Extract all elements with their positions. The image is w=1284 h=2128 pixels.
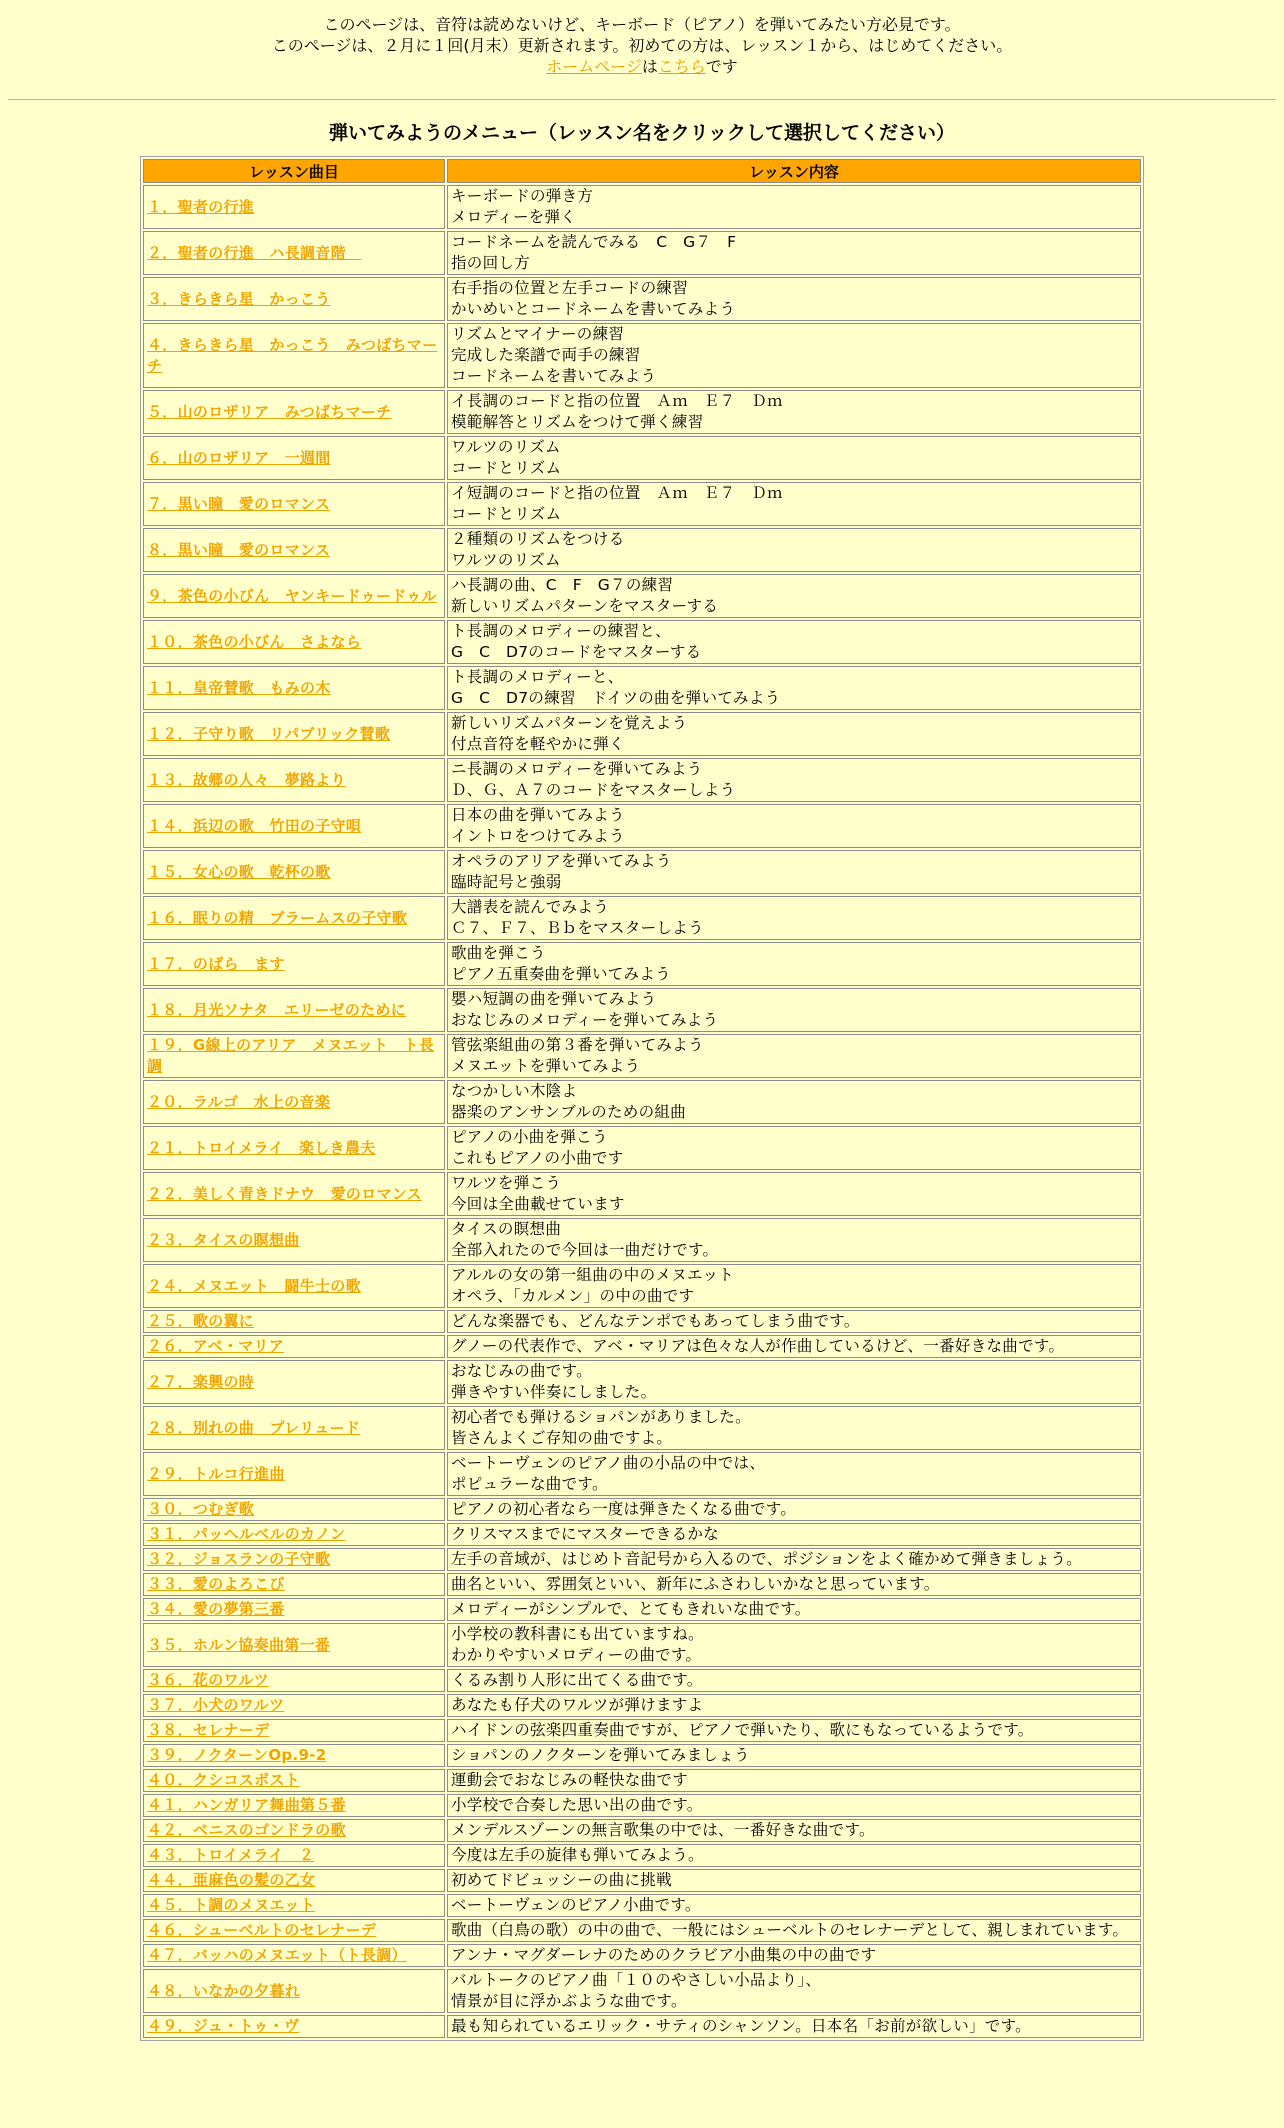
lesson-content-line: メンデルスゾーンの無言歌集の中では、一番好きな曲です。 <box>451 1821 875 1839</box>
lesson-title-cell <box>143 1034 445 1078</box>
lesson-content-cell <box>447 988 1141 1032</box>
table-row <box>143 1406 1141 1450</box>
lesson-content-cell <box>447 482 1141 526</box>
lesson-title-cell <box>143 1969 445 2013</box>
lesson-content-line: ハ長調の曲、C F G７の練習 <box>451 576 674 594</box>
lesson-title-cell <box>143 1869 445 1892</box>
lesson-title-cell <box>143 528 445 572</box>
table-row <box>143 1360 1141 1404</box>
lesson-content-line: 日本の曲を弾いてみよう <box>451 806 625 824</box>
lesson-title-cell <box>143 2015 445 2038</box>
homepage-link[interactable]: ホームページ <box>546 57 642 76</box>
lesson-content-cell <box>447 231 1141 275</box>
lesson-link[interactable]: ３１．パッヘルベルのカノン <box>147 1525 346 1543</box>
table-row <box>143 712 1141 756</box>
table-row <box>143 988 1141 1032</box>
lesson-content-line: コードとリズム <box>451 459 562 477</box>
lesson-title-cell <box>143 666 445 710</box>
lesson-content-line: ピアノの初心者なら一度は弾きたくなる曲です。 <box>451 1500 797 1518</box>
lesson-title-cell <box>143 1919 445 1942</box>
lesson-title-cell <box>143 1218 445 1262</box>
lesson-content-cell <box>447 1819 1141 1842</box>
lesson-content-line: 管弦楽組曲の第３番を弾いてみよう <box>451 1036 704 1054</box>
lesson-content-line: バルトークのピアノ曲「１０のやさしい小品より」、 <box>451 1971 822 1989</box>
lesson-title-cell <box>143 712 445 756</box>
lesson-content-line: メロディーを弾く <box>451 208 577 226</box>
lesson-link[interactable]: ３８．セレナーデ <box>147 1721 270 1739</box>
table-row <box>143 1080 1141 1124</box>
lesson-content-cell <box>447 804 1141 848</box>
table-row <box>143 1498 1141 1521</box>
lesson-content-cell <box>447 528 1141 572</box>
lesson-title-cell <box>143 1080 445 1124</box>
lesson-content-line: 初めてドビュッシーの曲に挑戦 <box>451 1871 672 1889</box>
menu-title: 弾いてみようのメニュー（レッスン名をクリックして選択してください） <box>328 122 956 144</box>
lesson-content-line: 今度は左手の旋律も弾いてみよう。 <box>451 1846 704 1864</box>
lesson-link[interactable]: ４０．クシコスポスト <box>147 1771 301 1789</box>
lesson-link[interactable]: ３６．花のワルツ <box>147 1671 269 1689</box>
lesson-content-cell <box>447 1080 1141 1124</box>
lesson-link[interactable]: ４２．ベニスのゴンドラの歌 <box>147 1821 346 1839</box>
table-row <box>143 1548 1141 1571</box>
table-row <box>143 896 1141 940</box>
lesson-link[interactable]: ２８．別れの曲 プレリュード <box>147 1418 361 1437</box>
table-row <box>143 1769 1141 1792</box>
lesson-content-line: ト長調のメロディーの練習と、 <box>451 622 671 640</box>
table-row <box>143 1919 1141 1942</box>
lesson-content-line: ワルツのリズム <box>451 551 561 569</box>
lesson-title-cell <box>143 231 445 275</box>
table-row <box>143 1969 1141 2013</box>
lesson-title-cell <box>143 1360 445 1404</box>
lesson-content-line: Ｃ７、Ｆ７、Ｂｂをマスターしよう <box>451 919 704 937</box>
lesson-title-cell <box>143 988 445 1032</box>
lesson-content-cell <box>447 712 1141 756</box>
lesson-content-cell <box>447 574 1141 618</box>
lesson-link[interactable]: １４．浜辺の歌 竹田の子守唄 <box>147 816 362 835</box>
lesson-content-line: ニ長調のメロディーを弾いてみよう <box>451 760 703 778</box>
lesson-title-cell <box>143 390 445 434</box>
table-row <box>143 1573 1141 1596</box>
lesson-content-cell <box>447 1573 1141 1596</box>
lesson-link[interactable]: １５．女心の歌 乾杯の歌 <box>147 862 331 881</box>
lesson-content-cell <box>447 1498 1141 1521</box>
table-row <box>143 482 1141 526</box>
table-row <box>143 942 1141 986</box>
lesson-content-line: どんな楽器でも、どんなテンポでもあってしまう曲です。 <box>451 1312 860 1330</box>
intro-line-2: このページは、２月に１回(月末）更新されます。初めての方は、レッスン１から、はじめてください。 <box>271 36 1013 55</box>
lesson-link[interactable]: ２５．歌の翼に <box>147 1312 255 1330</box>
lesson-content-line: くるみ割り人形に出てくる曲です。 <box>451 1671 703 1689</box>
lesson-title-cell <box>143 323 445 388</box>
lesson-content-line: かいめいとコードネームを書いてみよう <box>451 300 736 318</box>
table-row <box>143 1819 1141 1842</box>
lesson-link[interactable]: １６．眠りの精 ブラームスの子守歌 <box>147 908 408 927</box>
table-row <box>143 1719 1141 1742</box>
intro-line-1: このページは、音符は読めないけど、キーボード（ピアノ）を弾いてみたい方必見です。 <box>323 15 961 34</box>
lesson-content-cell <box>447 1844 1141 1867</box>
table-row <box>143 850 1141 894</box>
table-row <box>143 1452 1141 1496</box>
table-row <box>143 528 1141 572</box>
lesson-content-line: オペラのアリアを弾いてみよう <box>451 852 672 870</box>
lesson-content-line: おなじみのメロディーを弾いてみよう <box>451 1011 719 1029</box>
lesson-link[interactable]: ３５．ホルン協奏曲第一番 <box>147 1635 331 1654</box>
lesson-link[interactable]: ３７．小犬のワルツ <box>147 1696 285 1714</box>
lesson-content-line: ２種類のリズムをつける <box>451 530 625 548</box>
lesson-link[interactable]: ７．黒い瞳 愛のロマンス <box>147 494 331 513</box>
lesson-content-cell <box>447 620 1141 664</box>
lesson-content-cell <box>447 1335 1141 1358</box>
lesson-content-cell <box>447 1944 1141 1967</box>
lesson-link[interactable]: ２９．トルコ行進曲 <box>147 1464 285 1483</box>
lesson-link[interactable]: ４４．亜麻色の髪の乙女 <box>147 1871 316 1889</box>
lesson-link[interactable]: １３．故郷の人々 夢路より <box>147 770 346 789</box>
lesson-content-cell <box>447 1669 1141 1692</box>
lesson-link[interactable]: ４５．ト調のメヌエット <box>147 1896 316 1914</box>
lesson-link[interactable]: ４６．シューベルトのセレナーデ <box>147 1921 377 1939</box>
lesson-link[interactable]: ２６．アベ・マリア <box>147 1337 285 1355</box>
lesson-content-line: ベートーヴェンのピアノ小曲です。 <box>451 1896 701 1914</box>
lesson-content-cell <box>447 1172 1141 1216</box>
lesson-content-cell <box>447 1744 1141 1767</box>
lesson-content-line: 歌曲を弾こう <box>451 944 546 962</box>
lesson-content-line: 最も知られているエリック・サティのシャンソン。日本名「お前が欲しい」です。 <box>451 2017 1031 2035</box>
lesson-content-line: 模範解答とリズムをつけて弾く練習 <box>451 413 704 431</box>
lesson-title-cell <box>143 1794 445 1817</box>
lesson-link[interactable]: ３３．愛のよろこび <box>147 1575 285 1593</box>
lesson-content-cell <box>447 1894 1141 1917</box>
lesson-content-cell <box>447 1523 1141 1546</box>
lesson-content-line: メヌエットを弾いてみよう <box>451 1057 641 1075</box>
lesson-content-line: 付点音符を軽やかに弾く <box>451 735 625 753</box>
lesson-content-line: メロディーがシンプルで、とてもきれいな曲です。 <box>451 1600 811 1618</box>
lesson-content-line: ピアノの小曲を弾こう <box>451 1128 608 1146</box>
header-lesson-content: レッスン内容 <box>447 159 1141 183</box>
lesson-content-line: 全部入れたので今回は一曲だけです。 <box>451 1241 719 1259</box>
table-row <box>143 1894 1141 1917</box>
table-header-row <box>143 159 1141 183</box>
lesson-content-cell <box>447 1310 1141 1333</box>
lesson-content-line: Ｄ、Ｇ、Ａ７のコードをマスターしよう <box>451 781 736 799</box>
lesson-content-line: イ短調のコードと指の位置 Ａｍ Ｅ７ Ｄｍ <box>451 484 783 502</box>
lesson-content-line: わかりやすいメロディーの曲です。 <box>451 1646 702 1664</box>
lesson-content-line: なつかしい木陰よ <box>451 1082 578 1100</box>
lesson-title-cell <box>143 482 445 526</box>
intro-block <box>0 0 1284 77</box>
table-row <box>143 1844 1141 1867</box>
table-row <box>143 758 1141 802</box>
lesson-content-line: ハイドンの弦楽四重奏曲ですが、ピアノで弾いたり、歌にもなっているようです。 <box>451 1721 1034 1739</box>
table-row <box>143 574 1141 618</box>
lesson-content-cell <box>447 1869 1141 1892</box>
lesson-content-line: 器楽のアンサンブルのための組曲 <box>451 1103 686 1121</box>
lesson-title-cell <box>143 1452 445 1496</box>
lesson-content-cell <box>447 390 1141 434</box>
lesson-link[interactable]: ２４．メヌエット 闘牛士の歌 <box>147 1276 361 1295</box>
lesson-title-cell <box>143 1126 445 1170</box>
lesson-content-line: ト長調のメロディーと、 <box>451 668 624 686</box>
lesson-link[interactable]: ２．聖者の行進 ハ長調音階 <box>147 243 362 262</box>
table-row <box>143 1172 1141 1216</box>
lesson-title-cell <box>143 1894 445 1917</box>
lesson-link[interactable]: １１．皇帝賛歌 もみの木 <box>147 678 331 697</box>
table-row <box>143 666 1141 710</box>
lesson-link[interactable]: ２３．タイスの瞑想曲 <box>147 1230 300 1249</box>
lesson-link[interactable]: ２１．トロイメライ 楽しき農夫 <box>147 1138 376 1157</box>
lesson-link[interactable]: ５．山のロザリア みつばちマーチ <box>147 402 392 421</box>
lesson-title-cell <box>143 1719 445 1742</box>
lesson-content-line: G C D7の練習 ドイツの曲を弾いてみよう <box>451 689 781 707</box>
lesson-content-cell <box>447 2015 1141 2038</box>
table-row <box>143 1335 1141 1358</box>
lesson-title-cell <box>143 620 445 664</box>
lesson-title-cell <box>143 1264 445 1308</box>
lesson-link[interactable]: １．聖者の行進 <box>147 197 255 216</box>
intro-ha: は <box>641 57 658 76</box>
lesson-title-cell <box>143 1335 445 1358</box>
lesson-content-cell <box>447 323 1141 388</box>
lesson-content-line: 運動会でおなじみの軽快な曲です <box>451 1771 689 1789</box>
lesson-link[interactable]: ２０．ラルゴ 水上の音楽 <box>147 1092 331 1111</box>
lesson-content-cell <box>447 1034 1141 1078</box>
lesson-content-line: コードネームを読んでみる C G７ F <box>451 233 737 251</box>
lesson-title-cell <box>143 1669 445 1692</box>
lesson-link[interactable]: ４９．ジュ・トゥ・ヴ <box>147 2017 300 2035</box>
lesson-content-line: コードとリズム <box>451 505 562 523</box>
lesson-link[interactable]: ４．きらきら星 かっこう みつばちマーチ <box>147 335 438 375</box>
lesson-link[interactable]: ８．黒い瞳 愛のロマンス <box>147 540 331 559</box>
lesson-content-line: リズムとマイナーの練習 <box>451 325 625 343</box>
lesson-content-cell <box>447 1919 1141 1942</box>
lesson-title-cell <box>143 185 445 229</box>
lesson-title-cell <box>143 436 445 480</box>
table-row <box>143 1126 1141 1170</box>
lesson-content-cell <box>447 1218 1141 1262</box>
table-row <box>143 185 1141 229</box>
lesson-content-line: 初心者でも弾けるショパンがありました。 <box>451 1408 751 1426</box>
table-row <box>143 1623 1141 1667</box>
lesson-content-line: グノーの代表作で、アベ・マリアは色々な人が作曲しているけど、一番好きな曲です。 <box>451 1337 1065 1355</box>
lesson-link[interactable]: ４３．トロイメライ ２ <box>147 1846 315 1864</box>
lesson-content-line: イ長調のコードと指の位置 Ａｍ Ｅ７ Ｄｍ <box>451 392 783 410</box>
table-row <box>143 1264 1141 1308</box>
lesson-content-line: ポピュラーな曲です。 <box>451 1475 608 1493</box>
table-row <box>143 277 1141 321</box>
lesson-link[interactable]: ３．きらきら星 かっこう <box>147 289 331 308</box>
table-row <box>143 2015 1141 2038</box>
lesson-content-cell <box>447 1694 1141 1717</box>
lesson-content-line: 小学校の教科書にも出ていますね。 <box>451 1625 704 1643</box>
lesson-content-line: イントロをつけてみよう <box>451 827 625 845</box>
table-row <box>143 1669 1141 1692</box>
lesson-content-line: ワルツのリズム <box>451 438 561 456</box>
table-row <box>143 323 1141 388</box>
lesson-content-line: 新しいリズムパターンをマスターする <box>451 597 719 615</box>
lesson-link[interactable]: ３４．愛の夢第三番 <box>147 1600 285 1618</box>
lesson-link[interactable]: ９．茶色の小びん ヤンキードゥードゥル <box>147 586 437 605</box>
lesson-content-cell <box>447 1548 1141 1571</box>
lesson-link[interactable]: １０．茶色の小びん さよなら <box>147 632 362 651</box>
table-row <box>143 1598 1141 1621</box>
lesson-content-line: 情景が目に浮かぶような曲です。 <box>451 1992 687 2010</box>
lesson-content-line: 大譜表を読んでみよう <box>451 898 610 916</box>
lesson-content-line: おなじみの曲です。 <box>451 1362 592 1380</box>
lesson-content-cell <box>447 185 1141 229</box>
lesson-title-cell <box>143 758 445 802</box>
lesson-content-cell <box>447 1406 1141 1450</box>
lesson-content-line: 完成した楽譜で両手の練習 <box>451 346 641 364</box>
lesson-content-line: アルルの女の第一組曲の中のメヌエット <box>451 1266 735 1284</box>
lesson-link[interactable]: ４１．ハンガリア舞曲第５番 <box>147 1796 346 1814</box>
lesson-content-line: 皆さんよくご存知の曲ですよ。 <box>451 1429 673 1447</box>
lesson-content-line: オペラ、「カルメン」の中の曲です <box>451 1287 695 1305</box>
lesson-content-line: ベートーヴェンのピアノ曲の小品の中では、 <box>451 1454 766 1472</box>
lesson-link[interactable]: ４８．いなかの夕暮れ <box>147 1981 301 2000</box>
lesson-link[interactable]: １７．のばら ます <box>147 954 285 973</box>
lesson-title-cell <box>143 850 445 894</box>
divider <box>8 99 1276 100</box>
lesson-content-cell <box>447 1969 1141 2013</box>
lesson-content-line: ショパンのノクターンを弾いてみましょう <box>451 1746 750 1764</box>
lesson-content-line: ピアノ五重奏曲を弾いてみよう <box>451 965 671 983</box>
table-row <box>143 620 1141 664</box>
table-row <box>143 1944 1141 1967</box>
lesson-content-cell <box>447 1598 1141 1621</box>
lesson-content-cell <box>447 1719 1141 1742</box>
lesson-content-line: 左手の音域が、はじめト音記号から入るので、ポジションをよく確かめて弾きましょう。 <box>451 1550 1082 1568</box>
lesson-title-cell <box>143 1310 445 1333</box>
lesson-title-cell <box>143 1548 445 1571</box>
lesson-title-cell <box>143 574 445 618</box>
table-row <box>143 1694 1141 1717</box>
table-row <box>143 1869 1141 1892</box>
lesson-title-cell <box>143 1573 445 1596</box>
lesson-link[interactable]: １８．月光ソナタ エリーゼのために <box>147 1000 407 1019</box>
lesson-content-cell <box>447 1794 1141 1817</box>
lesson-title-cell <box>143 804 445 848</box>
lesson-content-cell <box>447 1769 1141 1792</box>
lesson-link[interactable]: ３２．ジョスランの子守歌 <box>147 1550 331 1568</box>
lesson-link[interactable]: ２２．美しく青きドナウ 愛のロマンス <box>147 1184 422 1203</box>
lesson-title-cell <box>143 1523 445 1546</box>
lesson-content-line: 小学校で合奏した思い出の曲です。 <box>451 1796 703 1814</box>
table-row <box>143 1218 1141 1262</box>
lesson-title-cell <box>143 1744 445 1767</box>
lesson-content-line: アンナ・マグダーレナのためのクラビア小曲集の中の曲です <box>451 1946 877 1964</box>
lesson-link[interactable]: ４７．バッハのメヌエット（ト長調） <box>147 1946 407 1964</box>
lesson-content-line: 曲名といい、雰囲気といい、新年にふさわしいかなと思っています。 <box>451 1575 940 1593</box>
lesson-table-body <box>143 185 1141 2038</box>
lesson-title-cell <box>143 277 445 321</box>
lesson-table <box>140 156 1144 2041</box>
lesson-content-line: コードネームを書いてみよう <box>451 367 657 385</box>
lesson-content-line: タイスの瞑想曲 <box>451 1220 562 1238</box>
table-row <box>143 1034 1141 1078</box>
lesson-content-line: あなたも仔犬のワルツが弾けますよ <box>451 1696 704 1714</box>
lesson-content-line: 弾きやすい伴奏にしました。 <box>451 1383 657 1401</box>
table-row <box>143 231 1141 275</box>
lesson-content-line: これもピアノの小曲です <box>451 1149 624 1167</box>
table-row <box>143 1794 1141 1817</box>
lesson-link[interactable]: ３０．つむぎ歌 <box>147 1500 255 1518</box>
lesson-content-cell <box>447 1126 1141 1170</box>
lesson-content-line: 歌曲（白鳥の歌）の中の曲で、一般にはシューベルトのセレナーデとして、親しまれています。 <box>451 1921 1129 1939</box>
lesson-link[interactable]: ３９．ノクターンOp.9-2 <box>147 1746 327 1764</box>
lesson-content-cell <box>447 436 1141 480</box>
lesson-content-cell <box>447 1264 1141 1308</box>
lesson-content-line: キーボードの弾き方 <box>451 187 594 205</box>
intro-line-3 <box>0 56 1284 77</box>
lesson-link[interactable]: １２．子守り歌 リパブリック賛歌 <box>147 724 391 743</box>
lesson-title-cell <box>143 1172 445 1216</box>
lesson-title-cell <box>143 1944 445 1967</box>
lesson-content-line: 右手指の位置と左手コードの練習 <box>451 279 689 297</box>
lesson-content-cell <box>447 1360 1141 1404</box>
lesson-content-line: クリスマスまでにマスターできるかな <box>451 1525 719 1543</box>
lesson-content-line: ワルツを弾こう <box>451 1174 562 1192</box>
lesson-title-cell <box>143 942 445 986</box>
lesson-content-line: 嬰ハ短調の曲を弾いてみよう <box>451 990 657 1008</box>
lesson-content-cell <box>447 942 1141 986</box>
lesson-content-cell <box>447 277 1141 321</box>
lesson-title-cell <box>143 1623 445 1667</box>
header-lesson-title: レッスン曲目 <box>143 159 445 183</box>
lesson-title-cell <box>143 1694 445 1717</box>
table-row <box>143 804 1141 848</box>
table-row <box>143 1523 1141 1546</box>
lesson-content-cell <box>447 896 1141 940</box>
lesson-title-cell <box>143 1819 445 1842</box>
lesson-title-cell <box>143 1769 445 1792</box>
lesson-content-line: 新しいリズムパターンを覚えよう <box>451 714 688 732</box>
lesson-link[interactable]: ６．山のロザリア 一週間 <box>147 448 331 467</box>
lesson-content-line: G C D7のコードをマスターする <box>451 643 702 661</box>
lesson-content-cell <box>447 1623 1141 1667</box>
lesson-title-cell <box>143 1598 445 1621</box>
lesson-content-line: 指の回し方 <box>451 254 531 272</box>
lesson-content-line: 臨時記号と強弱 <box>451 873 562 891</box>
table-row <box>143 1310 1141 1333</box>
lesson-content-cell <box>447 1452 1141 1496</box>
lesson-link[interactable]: ２７．楽興の時 <box>147 1372 255 1391</box>
lesson-title-cell <box>143 1498 445 1521</box>
lesson-content-cell <box>447 666 1141 710</box>
here-link[interactable]: こちら <box>657 57 706 76</box>
table-row <box>143 390 1141 434</box>
lesson-title-cell <box>143 1406 445 1450</box>
lesson-title-cell <box>143 896 445 940</box>
table-row <box>143 436 1141 480</box>
lesson-content-cell <box>447 758 1141 802</box>
intro-desu: です <box>705 57 738 76</box>
lesson-content-cell <box>447 850 1141 894</box>
lesson-link[interactable]: １９．G線上のアリア メヌエット ト長調 <box>147 1036 435 1075</box>
table-row <box>143 1744 1141 1767</box>
lesson-title-cell <box>143 1844 445 1867</box>
lesson-content-line: 今回は全曲載せています <box>451 1195 625 1213</box>
